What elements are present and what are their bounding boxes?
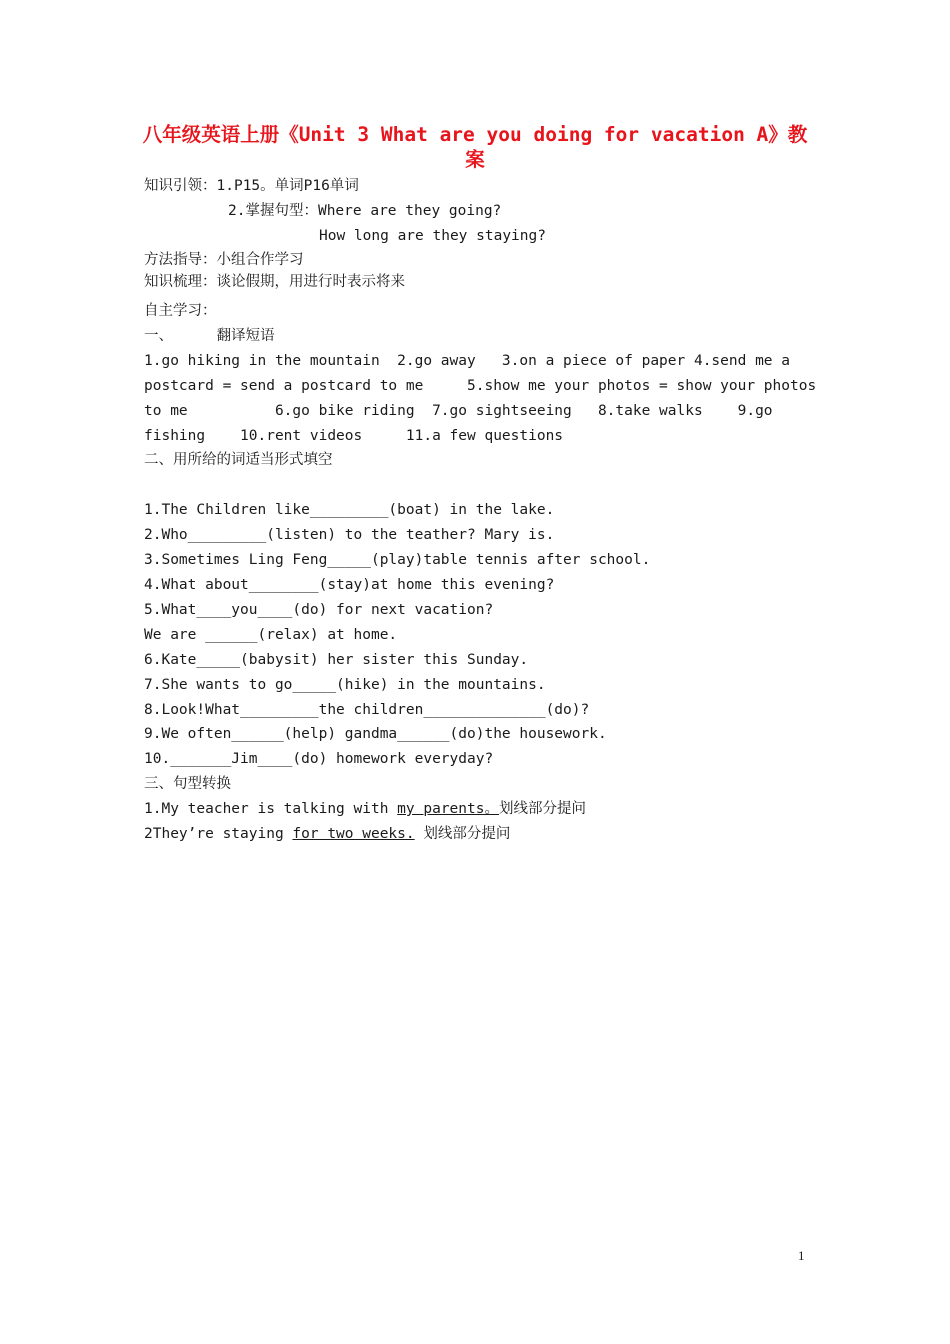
title-line-2: 案 <box>465 148 485 171</box>
exercise-item: 5.What____you____(do) for next vacation? <box>144 602 494 618</box>
page-number: 1 <box>798 1248 805 1263</box>
exercise-item: We are ______(relax) at home. <box>144 627 398 643</box>
phrase-line: to me 6.go bike riding 7.go sightseeing 8.take walks 9.go <box>144 403 773 419</box>
section1-heading: 一、 翻译短语 <box>144 328 275 344</box>
intro-line-3: How long are they staying? <box>319 228 546 244</box>
exercise-item: 7.She wants to go_____(hike) in the mountains. <box>144 677 546 693</box>
method-line: 方法指导：小组合作学习 <box>144 252 304 268</box>
exercise-item: 4.What about________(stay)at home this evening? <box>144 577 555 593</box>
section3-heading: 三、句型转换 <box>144 776 231 792</box>
review-line: 知识梳理：谈论假期，用进行时表示将来 <box>144 274 405 290</box>
exercise-item: 9.We often______(help) gandma______(do)the housework. <box>144 726 607 742</box>
section2-heading: 二、用所给的词适当形式填空 <box>144 452 333 468</box>
exercise-item: 6.Kate_____(babysit) her sister this Sunday. <box>144 652 529 668</box>
phrase-line: fishing 10.rent videos 11.a few questions <box>144 428 564 444</box>
document-title <box>140 122 810 172</box>
instruction-text: 划线部分提问 <box>498 801 586 817</box>
phrase-line: 1.go hiking in the mountain 2.go away 3.on a piece of paper 4.send me a <box>144 353 791 369</box>
exercise-item: 1.The Children like_________(boat) in the lake. <box>144 502 555 518</box>
exercise-item: 3.Sometimes Ling Feng_____(play)table tennis after school. <box>144 552 651 568</box>
question-text: 2They’re staying <box>144 826 293 842</box>
title-line-1: 八年级英语上册《Unit 3 What are you doing for vacation A》教 <box>142 123 808 146</box>
underlined-part: my parents。 <box>397 801 499 817</box>
intro-line-2: 2.掌握句型：Where are they going? <box>228 203 502 219</box>
transform-question-1 <box>144 799 586 819</box>
intro-line-1: 知识引领：1.P15。单词P16单词 <box>144 178 359 194</box>
self-study-heading: 自主学习： <box>144 303 217 319</box>
phrase-line: postcard = send a postcard to me 5.show me your photos = show your photos <box>144 378 817 394</box>
instruction-text: 划线部分提问 <box>414 826 511 842</box>
exercise-item: 2.Who_________(listen) to the teather? Mary is. <box>144 527 555 543</box>
underlined-part: for two weeks. <box>292 826 415 842</box>
exercise-item: 10._______Jim____(do) homework everyday? <box>144 751 494 767</box>
transform-question-2 <box>144 824 510 844</box>
question-text: 1.My teacher is talking with <box>144 801 398 817</box>
exercise-item: 8.Look!What_________the children______________(do)? <box>144 702 590 718</box>
